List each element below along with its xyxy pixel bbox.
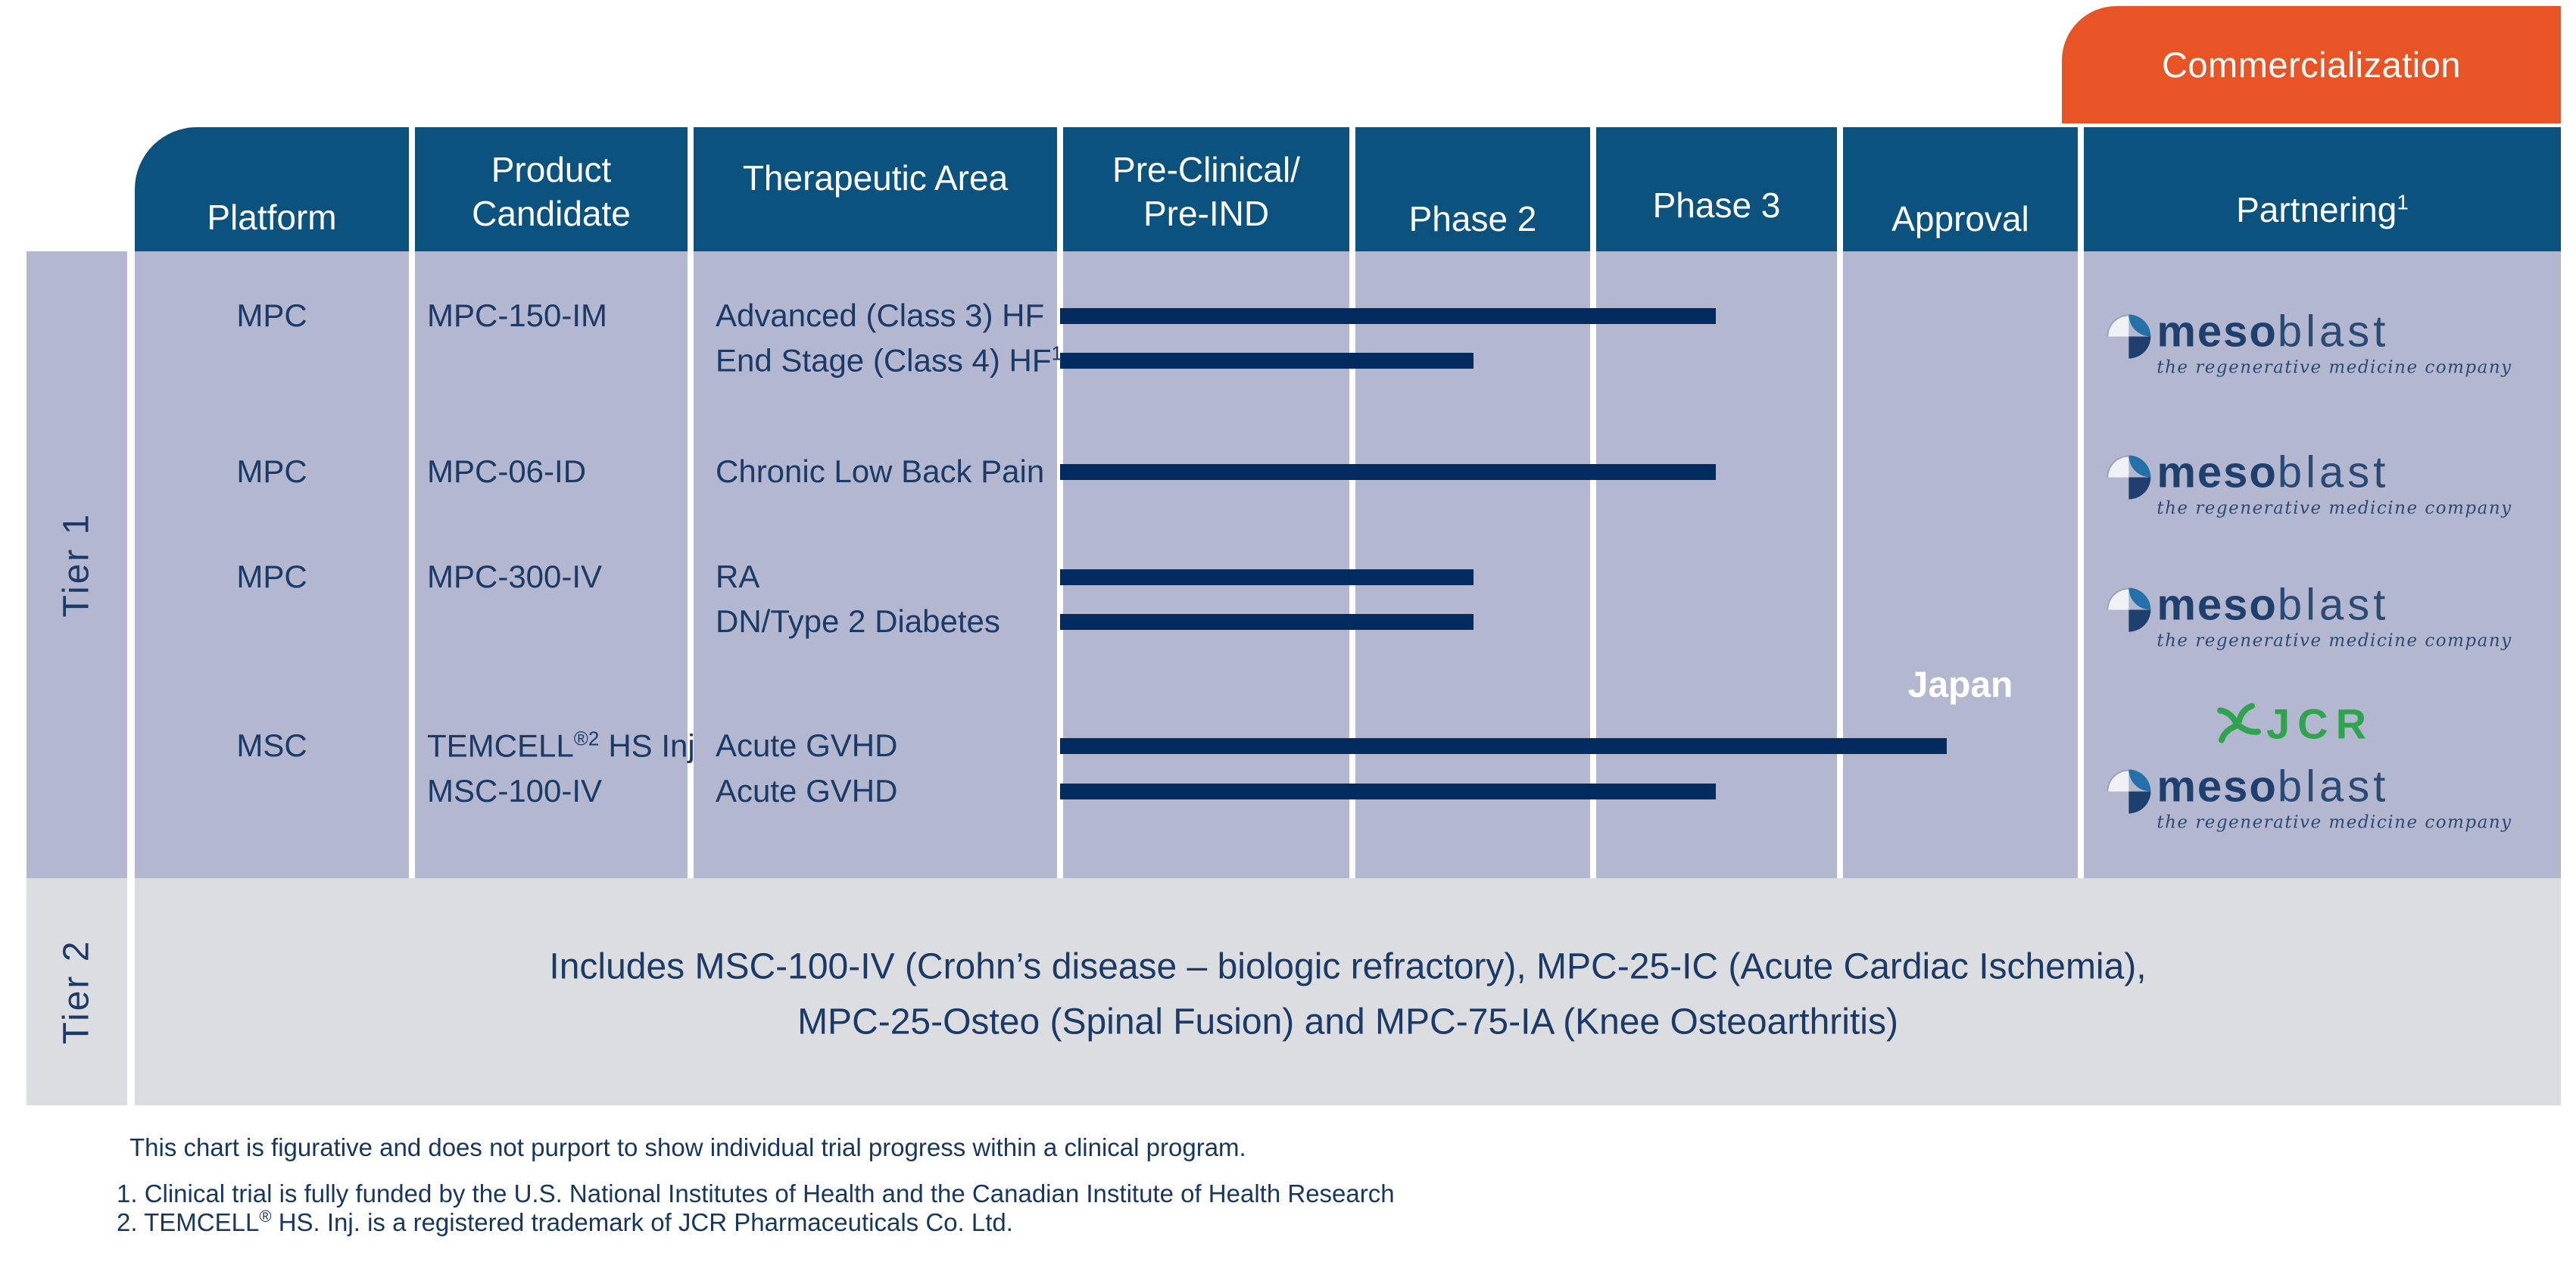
- commercialization-banner: [2062, 6, 2561, 123]
- mesoblast-mark-quadrant: [2128, 588, 2150, 610]
- mesoblast-tagline: the regenerative medicine company: [2157, 498, 2512, 519]
- mesoblast-mark-icon: [2107, 588, 2150, 632]
- mesoblast-logo-row2: [2107, 447, 2512, 519]
- candidate-temcell-rest: HS Inj: [608, 728, 695, 764]
- mesoblast-word: [2157, 762, 2512, 812]
- mesoblast-mark-quadrant: [2128, 337, 2150, 359]
- mesoblast-wordmark: [2157, 762, 2512, 833]
- column-header-partnering: [2084, 127, 2561, 251]
- mesoblast-wordmark: [2157, 307, 2512, 378]
- mesoblast-word: [2157, 447, 2512, 497]
- mesoblast-word-light: blast: [2277, 762, 2390, 812]
- mesoblast-word-light: blast: [2277, 307, 2390, 357]
- header-phase3-label: Phase 3: [1652, 185, 1781, 225]
- platform-row1: MPC: [236, 298, 307, 333]
- mesoblast-mark-quadrant: [2128, 315, 2150, 337]
- header-partnering-label: [2236, 188, 2409, 232]
- progress-bar-mpc150-end-stage-hf: [1060, 353, 1474, 369]
- candidate-temcell-text: TEMCELL: [427, 728, 574, 764]
- therapy-end-stage-hf-text: End Stage (Class 4) HF: [716, 342, 1052, 379]
- column-header-platform: [135, 127, 409, 251]
- therapy-end-stage-hf-superscript: 1: [1051, 341, 1062, 365]
- mesoblast-mark-quadrant: [2128, 610, 2150, 632]
- column-header-approval: [1843, 127, 2078, 251]
- mesoblast-word-bold: meso: [2157, 762, 2278, 812]
- header-therapeutic-label: Therapeutic Area: [742, 158, 1009, 198]
- tier2-label: Tier 2: [56, 939, 97, 1045]
- mesoblast-tagline: the regenerative medicine company: [2157, 357, 2512, 378]
- column-header-phase2: [1355, 127, 1590, 251]
- header-preclinical-line2: Pre-IND: [1143, 194, 1270, 233]
- jcr-mark-icon: [2212, 700, 2265, 747]
- therapy-advanced-hf: Advanced (Class 3) HF: [716, 298, 1045, 333]
- mesoblast-word: [2157, 580, 2512, 630]
- platform-row2: MPC: [236, 453, 307, 489]
- footnote-1: 1. Clinical trial is fully funded by the U.S. National Institutes of Health and the Canadian Institute of Health Research: [117, 1179, 1395, 1207]
- japan-approval-label: Japan: [1907, 665, 2013, 706]
- candidate-mpc-300-iv: MPC-300-IV: [427, 559, 603, 594]
- body-column-approval: [1843, 251, 2078, 878]
- header-platform-label: Platform: [207, 198, 337, 237]
- mesoblast-wordmark: [2157, 447, 2512, 519]
- candidate-mpc-150-im: MPC-150-IM: [427, 298, 608, 333]
- mesoblast-mark-icon: [2107, 770, 2150, 814]
- therapy-ra: RA: [716, 559, 760, 594]
- progress-bar-mpc150-advanced-hf: [1060, 308, 1716, 324]
- footnote-2-post: HS. Inj. is a registered trademark of JCR Pharmaceuticals Co. Ltd.: [271, 1208, 1013, 1236]
- progress-bar-temcell-gvhd: [1060, 738, 1947, 754]
- mesoblast-mark-quadrant: [2128, 792, 2150, 814]
- column-header-preclinical: [1063, 127, 1349, 251]
- candidate-temcell-superscript: ®2: [573, 727, 600, 750]
- header-partnering-superscript: 1: [2397, 190, 2409, 214]
- platform-row4: MSC: [236, 728, 307, 763]
- mesoblast-mark-quadrant: [2128, 456, 2150, 478]
- progress-bar-mpc06-back-pain: [1060, 464, 1716, 480]
- mesoblast-mark-quadrant: [2107, 315, 2128, 337]
- therapy-chronic-low-back-pain: Chronic Low Back Pain: [716, 453, 1045, 489]
- footnote-figurative: This chart is figurative and does not purport to show individual trial progress within a clinical program.: [129, 1133, 1246, 1161]
- column-header-product-candidate: [415, 127, 688, 251]
- jcr-logo: [2212, 700, 2374, 749]
- mesoblast-mark-icon: [2107, 315, 2150, 359]
- mesoblast-mark-quadrant: [2128, 770, 2150, 792]
- mesoblast-word: [2157, 307, 2512, 357]
- candidate-mpc-06-id: MPC-06-ID: [427, 453, 587, 489]
- commercialization-label: Commercialization: [2161, 45, 2462, 85]
- mesoblast-logo-row4: [2107, 762, 2512, 833]
- mesoblast-mark-quadrant: [2107, 770, 2128, 792]
- footnote-2: [117, 1207, 1013, 1237]
- tier1-label: Tier 1: [56, 512, 97, 618]
- header-partnering-text: Partnering: [2236, 190, 2397, 229]
- header-product-line1: Product: [491, 150, 612, 189]
- mesoblast-tagline: the regenerative medicine company: [2157, 631, 2512, 651]
- mesoblast-mark-quadrant: [2128, 478, 2150, 500]
- candidate-msc-100-iv: MSC-100-IV: [427, 773, 603, 809]
- mesoblast-wordmark: [2157, 580, 2512, 651]
- footnote-2-pre: 2. TEMCELL: [117, 1208, 260, 1236]
- column-header-therapeutic-area: [694, 127, 1057, 251]
- progress-bar-mpc300-dn-diabetes: [1060, 614, 1474, 630]
- mesoblast-word-light: blast: [2277, 447, 2390, 497]
- header-phase2-label: Phase 2: [1408, 199, 1537, 238]
- progress-bar-mpc300-ra: [1060, 569, 1474, 585]
- platform-row3: MPC: [236, 559, 307, 594]
- column-header-phase3: [1596, 127, 1837, 251]
- mesoblast-mark-quadrant: [2107, 456, 2128, 478]
- mesoblast-tagline: the regenerative medicine company: [2157, 812, 2512, 833]
- therapy-dn-type2-diabetes: DN/Type 2 Diabetes: [716, 603, 1000, 639]
- therapy-acute-gvhd-msc100: Acute GVHD: [716, 773, 898, 809]
- candidate-temcell: [427, 728, 695, 765]
- tier2-text-line2: MPC-25-Osteo (Spinal Fusion) and MPC-75-IA (Knee Osteoarthritis): [797, 1002, 1898, 1042]
- mesoblast-mark-quadrant: [2107, 588, 2128, 610]
- progress-bar-msc100-gvhd: [1060, 784, 1716, 799]
- mesoblast-logo-row3: [2107, 580, 2512, 651]
- footnote-2-superscript: ®: [259, 1207, 272, 1226]
- header-approval-label: Approval: [1891, 199, 2029, 238]
- header-preclinical-line1: Pre-Clinical/: [1112, 150, 1300, 189]
- header-product-line2: Candidate: [472, 194, 631, 233]
- mesoblast-word-light: blast: [2277, 580, 2390, 630]
- mesoblast-word-bold: meso: [2157, 447, 2278, 497]
- jcr-wordmark: JCR: [2266, 700, 2375, 748]
- mesoblast-logo-row1: [2107, 307, 2512, 378]
- therapy-acute-gvhd-temcell: Acute GVHD: [716, 728, 898, 763]
- mesoblast-mark-icon: [2107, 456, 2150, 500]
- therapy-end-stage-hf: [716, 342, 1062, 379]
- mesoblast-word-bold: meso: [2157, 580, 2278, 630]
- tier2-text-line1: Includes MSC-100-IV (Crohn’s disease – biologic refractory), MPC-25-IC (Acute Cardiac Ischemia),: [549, 946, 2147, 987]
- mesoblast-word-bold: meso: [2157, 307, 2278, 357]
- tier2-panel: [135, 878, 2561, 1105]
